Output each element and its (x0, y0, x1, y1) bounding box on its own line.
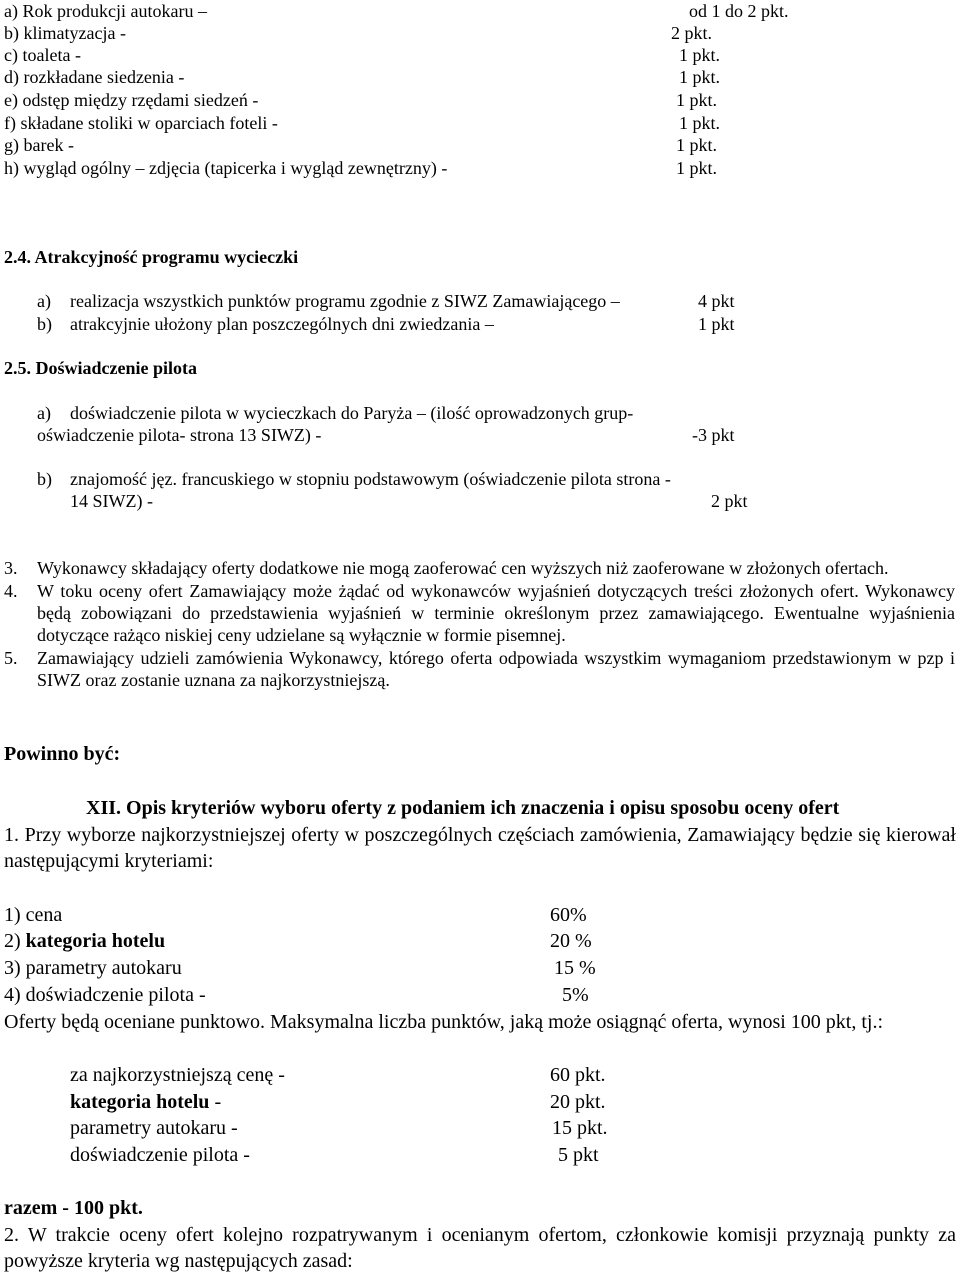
item-text: doświadczenie pilota w wycieczkach do Paryża – (ilość oprowadzonych grup- (70, 403, 634, 423)
list-item: a) Rok produkcji autokaru – (4, 1, 207, 21)
points-value: -3 pkt (692, 425, 735, 445)
list-item: kategoria hotelu - (70, 1091, 222, 1113)
paragraph-text: W toku oceny ofert Zamawiający może żądać od wykonawców wyjaśnień dotyczących treści złożonych ofert. Wykonawcy będą zobowiązani do przedstawienia wyjaśnień w terminie określonym przez zamawiającego. Ewentualne wyjaśnienia dotyczące rażąco niskiej ceny udzielane są wyłącznie w formie pisemnej. (37, 581, 955, 645)
should-be-heading: Powinno być: (4, 743, 121, 765)
points-value: od 1 do 2 pkt. (689, 1, 789, 21)
total-line: razem - 100 pkt. (4, 1197, 143, 1219)
list-item: e) odstęp między rzędami siedzeń - (4, 90, 259, 110)
item-marker: b) (37, 314, 52, 334)
section-heading: 2.5. Doświadczenie pilota (4, 358, 197, 378)
item-marker: a) (37, 291, 51, 311)
paragraph-number: 5. (4, 648, 18, 668)
list-item: g) barek - (4, 135, 74, 155)
weight-value: 60% (550, 904, 587, 926)
points-value: 15 pkt. (552, 1117, 608, 1139)
list-item: b) klimatyzacja - (4, 23, 126, 43)
list-item: parametry autokaru - (70, 1117, 238, 1139)
list-item: za najkorzystniejszą cenę - (70, 1064, 285, 1086)
item-marker: a) (37, 403, 51, 423)
paragraph-text: 2. W trakcie oceny ofert kolejno rozpatrywanym i ocenianym ofertom, członkowie komisji przyznają punkty za powyższe kryteria wg następujących zasad: (4, 1224, 956, 1272)
points-value: 1 pkt. (679, 67, 721, 87)
points-value: 5 pkt (558, 1144, 599, 1166)
list-item: 4) doświadczenie pilota - (4, 984, 206, 1006)
item-text: realizacja wszystkich punktów programu zgodnie z SIWZ Zamawiającego – (70, 291, 620, 311)
points-value: 1 pkt. (676, 90, 718, 110)
item-text: znajomość jęz. francuskiego w stopniu podstawowym (oświadczenie pilota strona - (70, 469, 671, 489)
item-marker: b) (37, 469, 52, 489)
item-text: oświadczenie pilota- strona 13 SIWZ) - (37, 425, 322, 445)
list-item: c) toaleta - (4, 45, 81, 65)
section-heading: 2.4. Atrakcyjność programu wycieczki (4, 247, 299, 267)
list-item: 2) kategoria hotelu (4, 930, 166, 952)
item-text: 14 SIWZ) - (70, 491, 153, 511)
points-value: 4 pkt (698, 291, 735, 311)
paragraph-number: 3. (4, 558, 18, 578)
list-item: 1) cena (4, 904, 63, 926)
points-value: 20 pkt. (550, 1091, 606, 1113)
list-item: doświadczenie pilota - (70, 1144, 250, 1166)
points-value: 1 pkt. (679, 113, 721, 133)
chapter-title: XII. Opis kryteriów wyboru oferty z podaniem ich znaczenia i opisu sposobu oceny ofert (86, 797, 840, 819)
points-value: 60 pkt. (550, 1064, 606, 1086)
list-item: 3) parametry autokaru (4, 957, 182, 979)
weight-value: 20 % (550, 930, 592, 952)
paragraph-text: Wykonawcy składający oferty dodatkowe nie mogą zaoferować cen wyższych niż zaoferowane w złożonych ofertach. (37, 558, 889, 578)
paragraph-text: Oferty będą oceniane punktowo. Maksymalna liczba punktów, jaką może osiągnąć oferta, wynosi 100 pkt, tj.: (4, 1011, 884, 1033)
list-item: f) składane stoliki w oparciach foteli - (4, 113, 278, 133)
paragraph-number: 4. (4, 581, 18, 601)
points-value: 1 pkt. (676, 135, 718, 155)
item-text: atrakcyjnie ułożony plan poszczególnych dni zwiedzania – (70, 314, 494, 334)
points-value: 1 pkt (698, 314, 735, 334)
points-value: 1 pkt. (679, 45, 721, 65)
paragraph-text: Zamawiający udzieli zamówienia Wykonawcy, którego oferta odpowiada wszystkim wymaganiom przedstawionym w pzp i SIWZ oraz zostanie uznana za najkorzystniejszą. (37, 648, 955, 690)
weight-value: 15 % (554, 957, 596, 979)
points-value: 2 pkt (711, 491, 748, 511)
paragraph-text: 1. Przy wyborze najkorzystniejszej oferty w poszczególnych częściach zamówienia, Zamawiający będzie się kierował następującymi kryteriami: (4, 824, 956, 872)
points-value: 1 pkt. (676, 158, 718, 178)
list-item: h) wygląd ogólny – zdjęcia (tapicerka i wygląd zewnętrzny) - (4, 158, 448, 178)
points-value: 2 pkt. (671, 23, 713, 43)
list-item: d) rozkładane siedzenia - (4, 67, 185, 87)
weight-value: 5% (562, 984, 589, 1006)
